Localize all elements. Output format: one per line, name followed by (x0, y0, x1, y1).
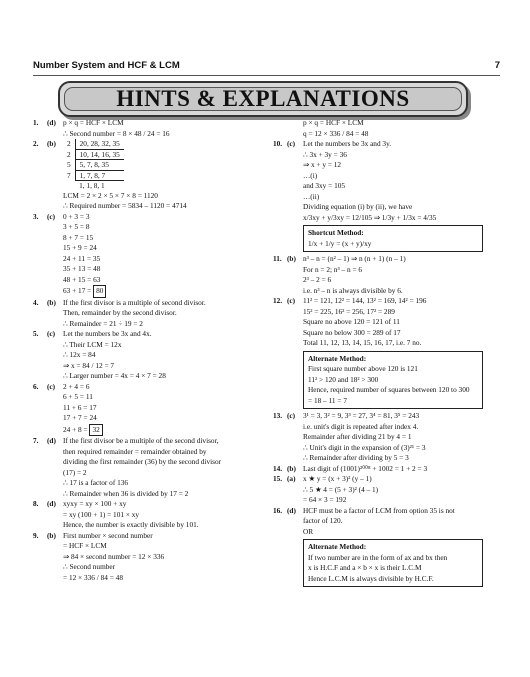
answer-option: (c) (287, 139, 296, 148)
solution-text: 11 + 6 = 17 (63, 402, 97, 412)
solution-line (273, 171, 503, 182)
page-number: 7 (494, 60, 500, 71)
solution-text: Square no below 300 = 289 of 17 (303, 327, 401, 337)
solution-text: 17 + 7 = 24 (63, 413, 97, 422)
solution-text: ∴ 3x + 3y = 36 (303, 149, 347, 159)
method-line: 11² > 120 and 18² > 300 (308, 374, 379, 384)
solution-text: ∴ 17 is a factor of 136 (63, 478, 129, 487)
solution-text: q = 12 × 336 / 84 = 48 (303, 128, 369, 138)
question-number: 10. (273, 139, 283, 148)
division-row (63, 160, 124, 171)
solution-line (273, 181, 503, 192)
solution-line (33, 510, 263, 521)
solution-text: ⇒ x = 84 / 12 = 7 (63, 360, 115, 370)
solution-text: 11² = 121, 12² = 144, 13² = 169, 14² = 196 (303, 296, 427, 305)
solution-text: 48 + 15 = 63 (63, 274, 101, 284)
solution-line (33, 222, 263, 233)
solution-text: 15 + 9 = 24 (63, 243, 97, 252)
solution-text: Hence, the number is exactly divisible by 101. (63, 520, 199, 529)
division-row (63, 149, 124, 160)
solution-start-line (33, 499, 263, 510)
solution-line (273, 422, 503, 433)
solution-line (33, 340, 263, 351)
solution-text: ⇒ x + y = 12 (303, 160, 342, 169)
method-line: = 18 – 11 = 7 (308, 395, 347, 405)
solution-line (33, 308, 263, 319)
question-number: 2. (33, 139, 39, 148)
solution-text: Square no above 120 = 121 of 11 (303, 317, 400, 326)
answer-option: (b) (47, 297, 56, 307)
solution-line (33, 573, 263, 584)
solution-text: Let the numbers be 3x and 3y. (303, 139, 392, 148)
solution-text: p × q = HCF × LCM (303, 118, 364, 127)
question-number: 14. (273, 463, 283, 473)
solution-text: If the first divisor be a multiple of the second divisor, (63, 436, 219, 445)
header-rule (33, 75, 500, 76)
solution-text: i.e. n³ – n is always divisible by 6. (303, 285, 403, 295)
solution-start-line (33, 531, 263, 542)
solution-text: ∴ 5 ★ 4 = (5 + 3)² (4 – 1) (303, 484, 379, 494)
solution-line (273, 338, 503, 349)
solution-line (33, 129, 263, 140)
solution-text: First number × second number (63, 530, 153, 540)
method-line: 1/x + 1/y = (x + y)/xy (308, 238, 372, 248)
solution-line (273, 516, 503, 527)
solution-text: xyxy = xy × 100 + xy (63, 499, 127, 508)
solution-line (33, 319, 263, 330)
answer-option: (c) (47, 381, 56, 391)
solution-text: factor of 120. (303, 516, 343, 525)
solution-line (33, 243, 263, 254)
solution-start-line (33, 329, 263, 340)
solution-text: ∴ Remainder = 21 ÷ 19 = 2 (63, 318, 143, 328)
solution-line (273, 118, 503, 129)
method-title: Alternate Method: (308, 542, 367, 551)
method-box (303, 539, 483, 587)
solution-text: = 64 × 3 = 192 (303, 495, 347, 504)
solution-line (273, 286, 503, 297)
solution-text: 63 + 17 = 80 (63, 286, 106, 295)
solution-start-line (273, 254, 503, 265)
solution-text: Then, remainder by the second divisor. (63, 308, 177, 317)
question-number: 3. (33, 211, 39, 221)
solution-text: = HCF × LCM (63, 541, 107, 550)
left-column (33, 118, 263, 583)
solution-text: If the first divisor is a multiple of second divisor. (63, 297, 206, 307)
solution-text: ∴ Their LCM = 12x (63, 339, 122, 349)
solution-text: For n = 2; n³ – n = 6 (303, 264, 363, 274)
method-line: First square number above 120 is 121 (308, 364, 418, 373)
solution-line (33, 264, 263, 275)
method-box (303, 351, 483, 410)
answer-option: (d) (47, 118, 56, 127)
method-line: Hence L.C.M is always divisible by H.C.F. (308, 573, 434, 583)
solution-text: ∴ Remainder when 36 is divided by 17 = 2 (63, 488, 189, 498)
solution-start-line (33, 118, 263, 129)
solution-line (33, 447, 263, 458)
solution-text: 2³ – 2 = 6 (303, 275, 332, 284)
question-number: 16. (273, 505, 283, 515)
solution-line (273, 443, 503, 454)
solution-start-line (273, 139, 503, 150)
dividends: 5, 7, 8, 35 (75, 160, 124, 171)
solution-text: 6 + 5 = 11 (63, 392, 93, 401)
solution-text: 0 + 3 = 3 (63, 211, 90, 221)
solution-line (33, 541, 263, 552)
solution-text: Remainder after dividing 21 by 4 = 1 (303, 432, 412, 441)
solution-text: n³ – n = (n² – 1) ⇒ n (n + 1) (n – 1) (303, 254, 406, 263)
method-line: Hence, required number of squares between 120 to 300 (308, 385, 470, 394)
solution-line (33, 275, 263, 286)
division-row (63, 181, 124, 191)
solution-text: 3¹ = 3, 3² = 9, 3³ = 27, 3⁴ = 81, 3⁵ = 243 (303, 411, 420, 420)
solution-text: 24 + 11 = 35 (63, 253, 101, 263)
question-number: 12. (273, 296, 283, 305)
solution-line (273, 265, 503, 276)
solution-line (273, 192, 503, 203)
solution-line (273, 213, 503, 224)
answer-option: (d) (47, 499, 56, 508)
answer-option: (c) (47, 211, 56, 221)
solution-start-line (33, 298, 263, 309)
solution-line (33, 201, 263, 212)
answer-option: (b) (47, 139, 56, 148)
solution-line (33, 478, 263, 489)
solution-line (273, 527, 503, 538)
solution-text: …(i) (303, 170, 318, 180)
answer-option: (b) (287, 463, 296, 473)
solution-text: HCF must be a factor of LCM from option 35 is not (303, 505, 455, 515)
section-banner (58, 81, 468, 117)
solution-line (33, 392, 263, 403)
method-title: Shortcut Method: (308, 228, 364, 237)
question-number: 6. (33, 381, 39, 391)
solution-text: ∴ Second number (63, 562, 116, 571)
question-number: 9. (33, 530, 39, 540)
solution-text: ∴ Second number = 8 × 48 / 24 = 16 (63, 128, 170, 138)
solution-start-line (33, 436, 263, 447)
solution-line (33, 350, 263, 361)
solution-text: dividing the first remainder (36) by the second divisor (63, 457, 222, 466)
answer-option: (a) (287, 474, 296, 483)
solution-text: 8 + 7 = 15 (63, 232, 94, 242)
solution-text: x ★ y = (x + 3)² (y – 1) (303, 474, 372, 483)
answer-option: (c) (287, 411, 296, 420)
solution-start-line (273, 474, 503, 485)
solution-line (273, 160, 503, 171)
solution-line (33, 361, 263, 372)
solution-line (273, 275, 503, 286)
solution-start-line (33, 191, 263, 202)
method-box (303, 225, 483, 252)
division-row (63, 170, 124, 181)
solution-text: ⇒ 84 × second number = 12 × 336 (63, 551, 165, 561)
solution-text: p × q = HCF × LCM (63, 118, 124, 127)
solution-line (33, 562, 263, 573)
divisor: 5 (63, 160, 75, 171)
running-header (33, 60, 500, 74)
section-title: HINTS & EXPLANATIONS (116, 86, 410, 111)
solution-line (273, 485, 503, 496)
division-row (63, 139, 124, 149)
solution-line (33, 468, 263, 479)
boxed-answer: 80 (93, 285, 106, 298)
solution-text: Dividing equation (i) by (ii), we have (303, 202, 413, 211)
solution-text: then required remainder = remainder obtained by (63, 446, 207, 456)
solution-line (273, 129, 503, 140)
solution-line (33, 424, 263, 437)
question-number: 8. (33, 499, 39, 508)
solution-start-line (33, 382, 263, 393)
question-number: 7. (33, 436, 39, 445)
solution-text: Last digit of (1001)²⁰⁰⁸ + 1002 = 1 + 2 = 3 (303, 463, 428, 473)
solution-start-line (273, 411, 503, 422)
solution-text: OR (303, 526, 314, 536)
solution-line (33, 520, 263, 531)
dividends: 1, 1, 8, 1 (79, 181, 105, 190)
solution-line (273, 453, 503, 464)
solution-text: ∴ Remainder after dividing by 5 = 3 (303, 453, 409, 462)
divisor: 2 (63, 139, 75, 149)
solution-line (273, 150, 503, 161)
solution-line (273, 432, 503, 443)
question-number: 5. (33, 329, 39, 338)
solution-start-line (33, 212, 263, 223)
solution-text: and 3xy = 105 (303, 181, 346, 190)
solution-text: ∴ 12x = 84 (63, 350, 96, 359)
lcm-division-table (63, 139, 124, 191)
solution-text: (17) = 2 (63, 467, 87, 477)
solution-line (33, 457, 263, 468)
answer-option: (d) (287, 505, 296, 515)
solution-line (33, 285, 263, 298)
method-line: If two number are in the form of ax and bx then (308, 552, 448, 562)
solution-text: Let the numbers be 3x and 4x. (63, 329, 152, 338)
solution-start-line (273, 296, 503, 307)
answer-option: (d) (47, 436, 56, 445)
chapter-title: Number System and HCF & LCM (33, 60, 180, 71)
solution-line (273, 202, 503, 213)
dividends: 20, 28, 32, 35 (75, 139, 124, 149)
solution-text: ∴ Unit's digit in the expansion of (3)²¹ = 3 (303, 442, 426, 452)
solution-text: 35 + 13 = 48 (63, 264, 101, 273)
solution-line (33, 254, 263, 265)
dividends: 10, 14, 16, 35 (75, 149, 124, 160)
solution-line (33, 489, 263, 500)
solution-text: Total 11, 12, 13, 14, 15, 16, 17, i.e. 7 no. (303, 338, 422, 347)
solution-text: = 12 × 336 / 84 = 48 (63, 572, 123, 582)
solution-text: ∴ Required number = 5834 – 1120 = 4714 (63, 201, 187, 210)
solution-line (33, 233, 263, 244)
solution-text: LCM = 2 × 2 × 5 × 7 × 8 = 1120 (63, 190, 158, 200)
solution-text: ∴ Larger number = 4x = 4 × 7 = 28 (63, 371, 166, 380)
answer-option: (c) (47, 329, 56, 338)
solution-line (33, 552, 263, 563)
solution-line (33, 403, 263, 414)
solution-text: 15² = 225, 16² = 256, 17² = 289 (303, 306, 395, 316)
method-title: Alternate Method: (308, 353, 367, 363)
solution-text: 24 + 8 = 32 (63, 425, 103, 434)
solution-line (273, 317, 503, 328)
solution-line (273, 307, 503, 318)
solution-line (33, 413, 263, 424)
right-column (273, 118, 503, 589)
answer-option: (c) (287, 296, 296, 305)
solution-line (33, 371, 263, 382)
solution-start-line (273, 464, 503, 475)
method-line: x is H.C.F and a × b × x is their L.C.M (308, 563, 422, 572)
solution-text: 2 + 4 = 6 (63, 381, 90, 391)
solution-text: x/3xy + y/3xy = 12/105 ⇒ 1/3y + 1/3x = 4/35 (303, 212, 437, 222)
divisor: 7 (63, 170, 75, 181)
solution-start-line (273, 506, 503, 517)
answer-option: (b) (47, 530, 56, 540)
question-number: 11. (273, 254, 282, 263)
question-number: 4. (33, 297, 39, 307)
answer-option: (b) (287, 254, 296, 263)
solution-text: i.e. unit's digit is repeated after index 4. (303, 421, 419, 431)
divisor (63, 181, 75, 191)
divisor: 2 (63, 149, 75, 160)
solution-text: 3 + 5 = 8 (63, 222, 90, 231)
question-number: 1. (33, 118, 39, 127)
solution-line (273, 328, 503, 339)
solution-line (273, 495, 503, 506)
dividends: 1, 7, 8, 7 (75, 170, 124, 181)
solution-text: …(ii) (303, 191, 320, 201)
solution-text: = xy (100 + 1) = 101 × xy (63, 509, 140, 519)
boxed-answer: 32 (89, 424, 102, 437)
question-number: 15. (273, 474, 283, 483)
question-number: 13. (273, 411, 283, 420)
